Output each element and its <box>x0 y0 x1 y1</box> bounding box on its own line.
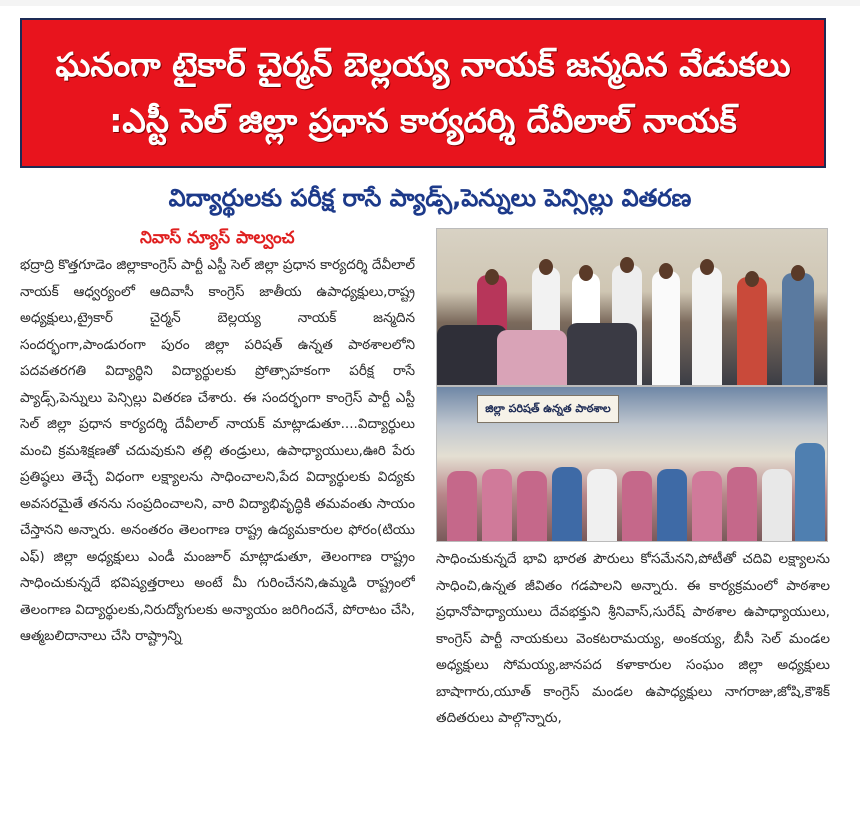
school-sign: జిల్లా పరిషత్ ఉన్నత పాఠశాల <box>477 395 619 423</box>
headline-line-1: ఘనంగా టైకార్ చైర్మన్ బెల్లయ్య నాయక్ జన్మదిన వేడుకలు <box>55 45 791 84</box>
student-figure <box>482 469 512 541</box>
top-strip <box>0 0 860 6</box>
person-head <box>700 259 714 275</box>
person-head <box>579 265 593 281</box>
person-head <box>745 271 759 287</box>
student-figure <box>622 471 652 541</box>
student-figure <box>657 469 687 541</box>
person-head <box>791 265 805 281</box>
event-photo-group <box>436 386 828 542</box>
article-right-column: సాధించుకున్నదే భావి భారత పౌరులు కోసమేనని,పోటీతో చదివి లక్ష్యాలను సాధించి,ఉన్నత జీవితం గడపాలని అన్నారు. ఈ కార్యక్రమంలో పాఠశాల ప్రధానోపాధ్యాయులు దేవభక్తుని శ్రీనివాస్,సురేష్ పాఠశాల ఉపాధ్యాయులు, కాంగ్రెస్ పార్టీ నాయకులు వెంకటరామయ్య, అంకయ్య, బీసీ సెల్ మండల అధ్యక్షులు సోమయ్య,జానపద కళాకారుల సంఘం జిల్లా అధ్యక్షులు బాషాగారు,యూత్ కాంగ్రెస్ మండల ఉపాధ్యక్షులు నాగరాజు,జోషి,కౌశిక్ తదితరులు పాల్గొన్నారు, <box>436 551 830 726</box>
article-left-column: భద్రాద్రి కొత్తగూడెం జిల్లాకాంగ్రెస్ పార్టీ ఎస్టీ సెల్ జిల్లా ప్రధాన కార్యదర్శి దేవీలాల్ నాయక్ ఆధ్వర్యంలో ఆదివాసీ కాంగ్రెస్ జాతీయ ఉపాధ్యక్షులు,రాష్ట్ర అధ్యక్షులు,ట్రైకార్ చైర్మన్ బెల్లయ్య నాయక్ జన్మదిన సందర్భంగా,పాండురంగా పురం జిల్లా పరిషత్ ఉన్నత పాఠశాలలోని పదవతరగతి విద్యార్థిని విద్యార్థులకు ప్రోత్సాహకంగా పరీక్ష రాసే ప్యాడ్స్,పెన్నులు పెన్సిల్లు వితరణ చేశారు. ఈ సందర్భంగా కాంగ్రెస్ పార్టీ ఎస్టీ సెల్ జిల్లా ప్రధాన కార్యదర్శి దేవీలాల్ నాయక్ మాట్లాడుతూ....విద్యార్థులు మంచి క్రమశిక్షణతో చదువుకుని తల్లి తండ్రులు, ఉపాధ్యాయులు,ఊరి పేరు ప్రతిష్ఠలు తెచ్చే విధంగా లక్ష్యాలను సాధించాలని,పేద విద్యార్థులకు విద్యకు అవసరమైతే తనను సంప్రదించాలని, వారి విద్యాభివృద్ధికి తమవంతు సాయం చేస్తానని అన్నారు. అనంతరం తెలంగాణ రాష్ట్ర ఉద్యమకారుల ఫోరం(టియు ఎఫ్) జిల్లా అధ్యక్షులు ఎండీ మంజూర్ మాట్లాడుతూ, తెలంగాణ రాష్ట్రం సాధించుకున్నదే భవిష్యత్తరాలు అంటే మీ గురించేనని,ఉమ్మడి రాష్ట్రంలో తెలంగాణ విద్యార్థులకు,నిరుద్యోగులకు అన్యాయం జరిగిందనే, పోరాటం చేసి, ఆత్మబలిదానాలు చేసి రాష్ట్రాన్ని <box>20 257 415 644</box>
person-figure <box>782 273 814 385</box>
person-figure <box>737 277 767 385</box>
student-figure <box>447 471 477 541</box>
student-figure <box>517 471 547 541</box>
student-figure <box>727 467 757 541</box>
student-figure <box>567 323 637 385</box>
headline-line-2: :ఎస్టీ సెల్ జిల్లా ప్రధాన కార్యదర్శి దేవీలాల్ నాయక్ <box>109 101 737 140</box>
person-head <box>659 263 673 279</box>
subheadline: విద్యార్థులకు పరీక్ష రాసే ప్యాడ్స్,పెన్నులు పెన్సిల్లు వితరణ <box>168 184 692 212</box>
person-head <box>485 269 499 285</box>
event-photo-classroom <box>436 228 828 386</box>
student-figure <box>692 471 722 541</box>
student-figure <box>587 469 617 541</box>
person-head <box>620 257 634 273</box>
person-figure <box>652 271 680 385</box>
student-figure <box>552 467 582 541</box>
person-figure <box>692 267 722 385</box>
student-figure <box>497 330 567 385</box>
student-figure <box>762 469 792 541</box>
byline: నివాస్ న్యూస్ పాల్వంచ <box>140 228 295 248</box>
headline-banner <box>20 18 826 168</box>
person-head <box>539 259 553 275</box>
person-figure <box>795 443 825 541</box>
